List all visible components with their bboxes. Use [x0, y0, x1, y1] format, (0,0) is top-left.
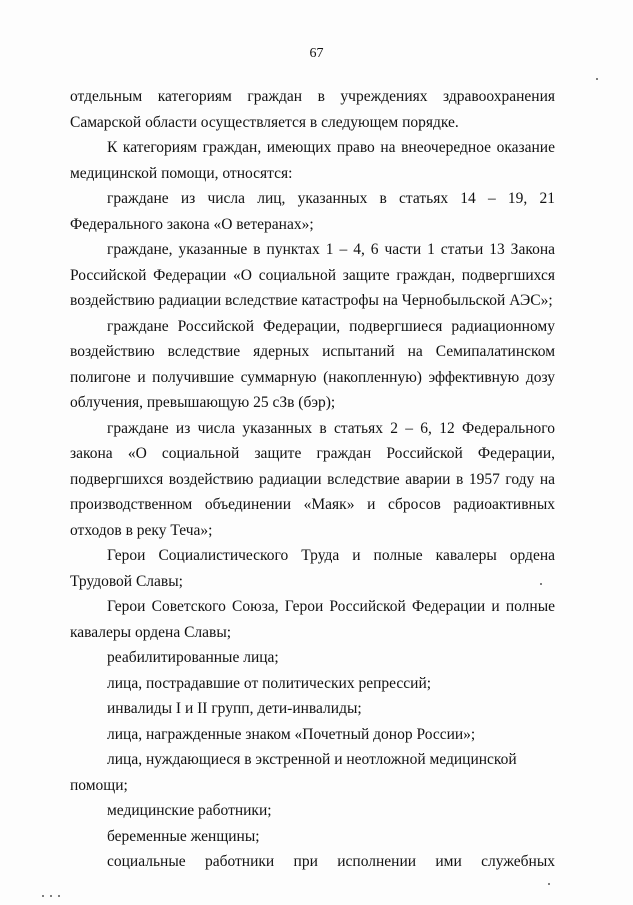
scan-speck — [50, 895, 52, 897]
scan-speck — [42, 895, 44, 897]
list-item-honorary-donor: лица, награжденные знаком «Почетный донор России»; — [107, 725, 476, 743]
list-item-rehabilitated: реабилитированные лица; — [107, 649, 279, 666]
list-item-disabled: инвалиды I и II групп, дети-инвалиды; — [107, 700, 362, 717]
document-body — [70, 84, 555, 875]
paragraph-chernobyl: граждане, указанные в пунктах 1 – 4, 6 части 1 статьи 13 Закона Российской Федерации «О социальной защите граждан, подвергшихся воздействию радиации вследствие катастрофы на Чернобыльской АЭС»; — [70, 241, 555, 309]
page-number: 67 — [309, 46, 324, 61]
paragraph-mayak: граждане из числа указанных в статьях 2 – 6, 12 Федерального закона «О социальной защите граждан Российской Федерации, подвергшихся воздействию радиации вследствие аварии в 1957 году на производственном объединении «Маяк» и сбросов радиоактивных отходов в реку Теча»; — [70, 419, 555, 539]
list-item-repressions: лица, пострадавшие от политических репрессий; — [107, 674, 432, 692]
paragraph-heroes-labour: Герои Социалистического Труда и полные кавалеры ордена Трудовой Славы; — [70, 547, 555, 590]
list-item-social-workers: социальные работники при исполнении ими служебных — [107, 853, 555, 870]
list-item-pregnant-women: беременные женщины; — [107, 827, 260, 845]
scan-speck — [58, 895, 60, 897]
paragraph-semipalatinsk: граждане Российской Федерации, подвергшиеся радиационному воздействию вследствие ядерных испытаний на Семипалатинском полигоне и получившие суммарную (накопленную) эффективную дозу облучения, превышающую 25 сЗв (бэр); — [70, 317, 555, 411]
list-item-emergency-care: лица, нуждающиеся в экстренной и неотложной медицинской помощи; — [70, 751, 517, 794]
paragraph-heroes-soviet-union: Герои Советского Союза, Герои Российской Федерации и полные кавалеры ордена Славы; — [70, 598, 555, 641]
paragraph-categories-intro: К категориям граждан, имеющих право на внеочередное оказание медицинской помощи, относятся: — [70, 139, 555, 182]
list-item-medical-workers: медицинские работники; — [107, 802, 272, 819]
scan-speck — [548, 883, 550, 885]
scan-speck — [596, 78, 598, 80]
scan-speck — [540, 583, 542, 585]
paragraph-veterans: граждане из числа лиц, указанных в статьях 14 – 19, 21 Федерального закона «О ветеранах»; — [70, 190, 555, 233]
paragraph-continuation: отдельным категориям граждан в учреждениях здравоохранения Самарской области осуществляется в следующем порядке. — [70, 88, 555, 131]
